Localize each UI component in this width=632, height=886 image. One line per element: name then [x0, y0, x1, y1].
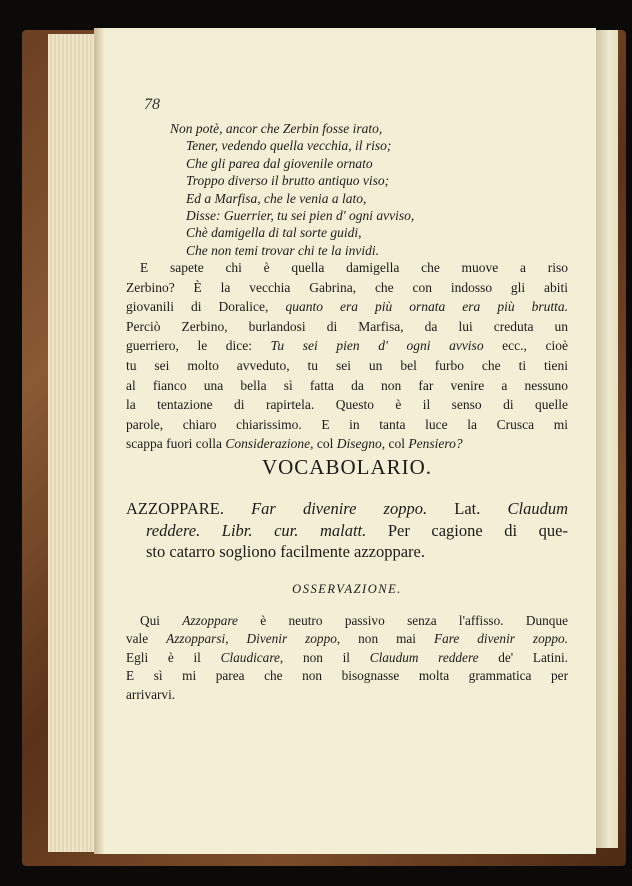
prose-line: la tentazione di rapirtela. Questo è il senso di quelle [126, 397, 568, 413]
observation-line [126, 630, 568, 648]
prose-line [126, 336, 568, 356]
prose-italic: Pensiero? [408, 436, 463, 452]
commentary-paragraph [126, 258, 568, 454]
obs-text: è neutro passivo senza l'affisso. Dunque [237, 613, 568, 628]
facing-page-edge [596, 30, 618, 848]
verse-line: Tener, vedendo quella vecchia, il riso; [186, 138, 392, 154]
prose-line: Perciò Zerbino, burlandosi di Marfisa, da lui creduta un [126, 318, 568, 334]
verse-line: Ed a Marfisa, che le venia a lato, [186, 190, 367, 206]
observation-line [126, 612, 568, 630]
obs-italic: Azzoppare [182, 613, 238, 628]
verse-line: Disse: Guerrier, tu sei pien d' ogni avviso, [186, 208, 415, 224]
entry-source: reddere. Libr. cur. malatt. [146, 520, 367, 540]
entry-line [126, 498, 568, 520]
verse-line: Che non temi trovar chi te la invidi. [186, 242, 379, 258]
obs-italic: Claudum reddere [369, 649, 479, 665]
obs-text: Qui [140, 613, 183, 628]
prose-line [126, 297, 568, 317]
obs-text: vale [126, 631, 167, 647]
entry-text: Lat. [427, 499, 508, 518]
observation-heading: OSSERVAZIONE. [292, 582, 402, 596]
prose-text: scappa fuori colla [126, 436, 226, 452]
page-number: 78 [144, 96, 160, 113]
obs-text: , non il [279, 649, 370, 665]
obs-text: , [225, 631, 247, 647]
obs-italic: Divenir zoppo [246, 631, 337, 647]
prose-line [126, 434, 568, 454]
prose-text: ecc., cioè [483, 338, 569, 354]
entry-text: Per cagione di que- [366, 520, 568, 540]
observation-line: arrivarvi. [126, 686, 176, 702]
prose-italic: Disegno [336, 436, 382, 452]
section-heading: VOCABOLARIO. [261, 455, 433, 479]
prose-line: E sapete chi è quella damigella che muove a riso [140, 260, 568, 275]
prose-text: , col [381, 436, 409, 452]
prose-text: guerriero, le dice: [126, 338, 271, 354]
prose-italic: Considerazione [225, 436, 311, 452]
obs-italic: Azzopparsi [166, 631, 226, 647]
prose-text: giovanili di Doralice, [126, 299, 286, 315]
prose-line: parole, chiaro chiarissimo. E in tanta luce la Crusca mi [126, 416, 568, 432]
entry-definition: Far divenire zoppo. [251, 499, 428, 518]
entry-latin: Claudum [507, 499, 568, 518]
prose-line: Zerbino? È la vecchia Gabrina, che con indosso gli abiti [126, 279, 568, 295]
verse-line: Chè damigella di tal sorte guidi, [186, 225, 362, 241]
prose-line: tu sei molto avveduto, tu sei un bel furbo che ti tieni [126, 357, 568, 373]
verse-line: Troppo diverso il brutto antiquo viso; [186, 173, 390, 189]
observation-line [126, 649, 568, 667]
page-edges [48, 34, 100, 852]
verse-line: Non potè, ancor che Zerbin fosse irato, [170, 121, 383, 136]
obs-text: , non mai [336, 631, 434, 647]
dictionary-entry [126, 498, 568, 563]
verse-line: Che gli parea dal giovenile ornato [186, 155, 373, 171]
obs-italic: Claudicare [220, 649, 280, 665]
observation-paragraph [126, 612, 568, 704]
prose-text: , col [310, 436, 337, 452]
entry-line [126, 520, 568, 542]
prose-italic: quanto era più ornata era più brutta. [285, 299, 568, 315]
entry-headword: AZZOPPARE. [126, 499, 224, 518]
prose-line: al fianco una bella sì fatta da non far venire a nessuno [126, 377, 568, 393]
obs-italic: Fare divenir zoppo. [433, 631, 568, 647]
entry-line: sto catarro sogliono facilmente azzoppare. [146, 542, 426, 561]
observation-line: E sì mi parea che non bisognasse molta grammatica per [126, 668, 568, 684]
page-gutter [94, 28, 104, 854]
obs-text: de' Latini. [478, 649, 568, 665]
prose-italic: Tu sei pien d' ogni avviso [270, 338, 484, 354]
verse-block [170, 120, 540, 259]
obs-text: Egli è il [126, 649, 221, 665]
